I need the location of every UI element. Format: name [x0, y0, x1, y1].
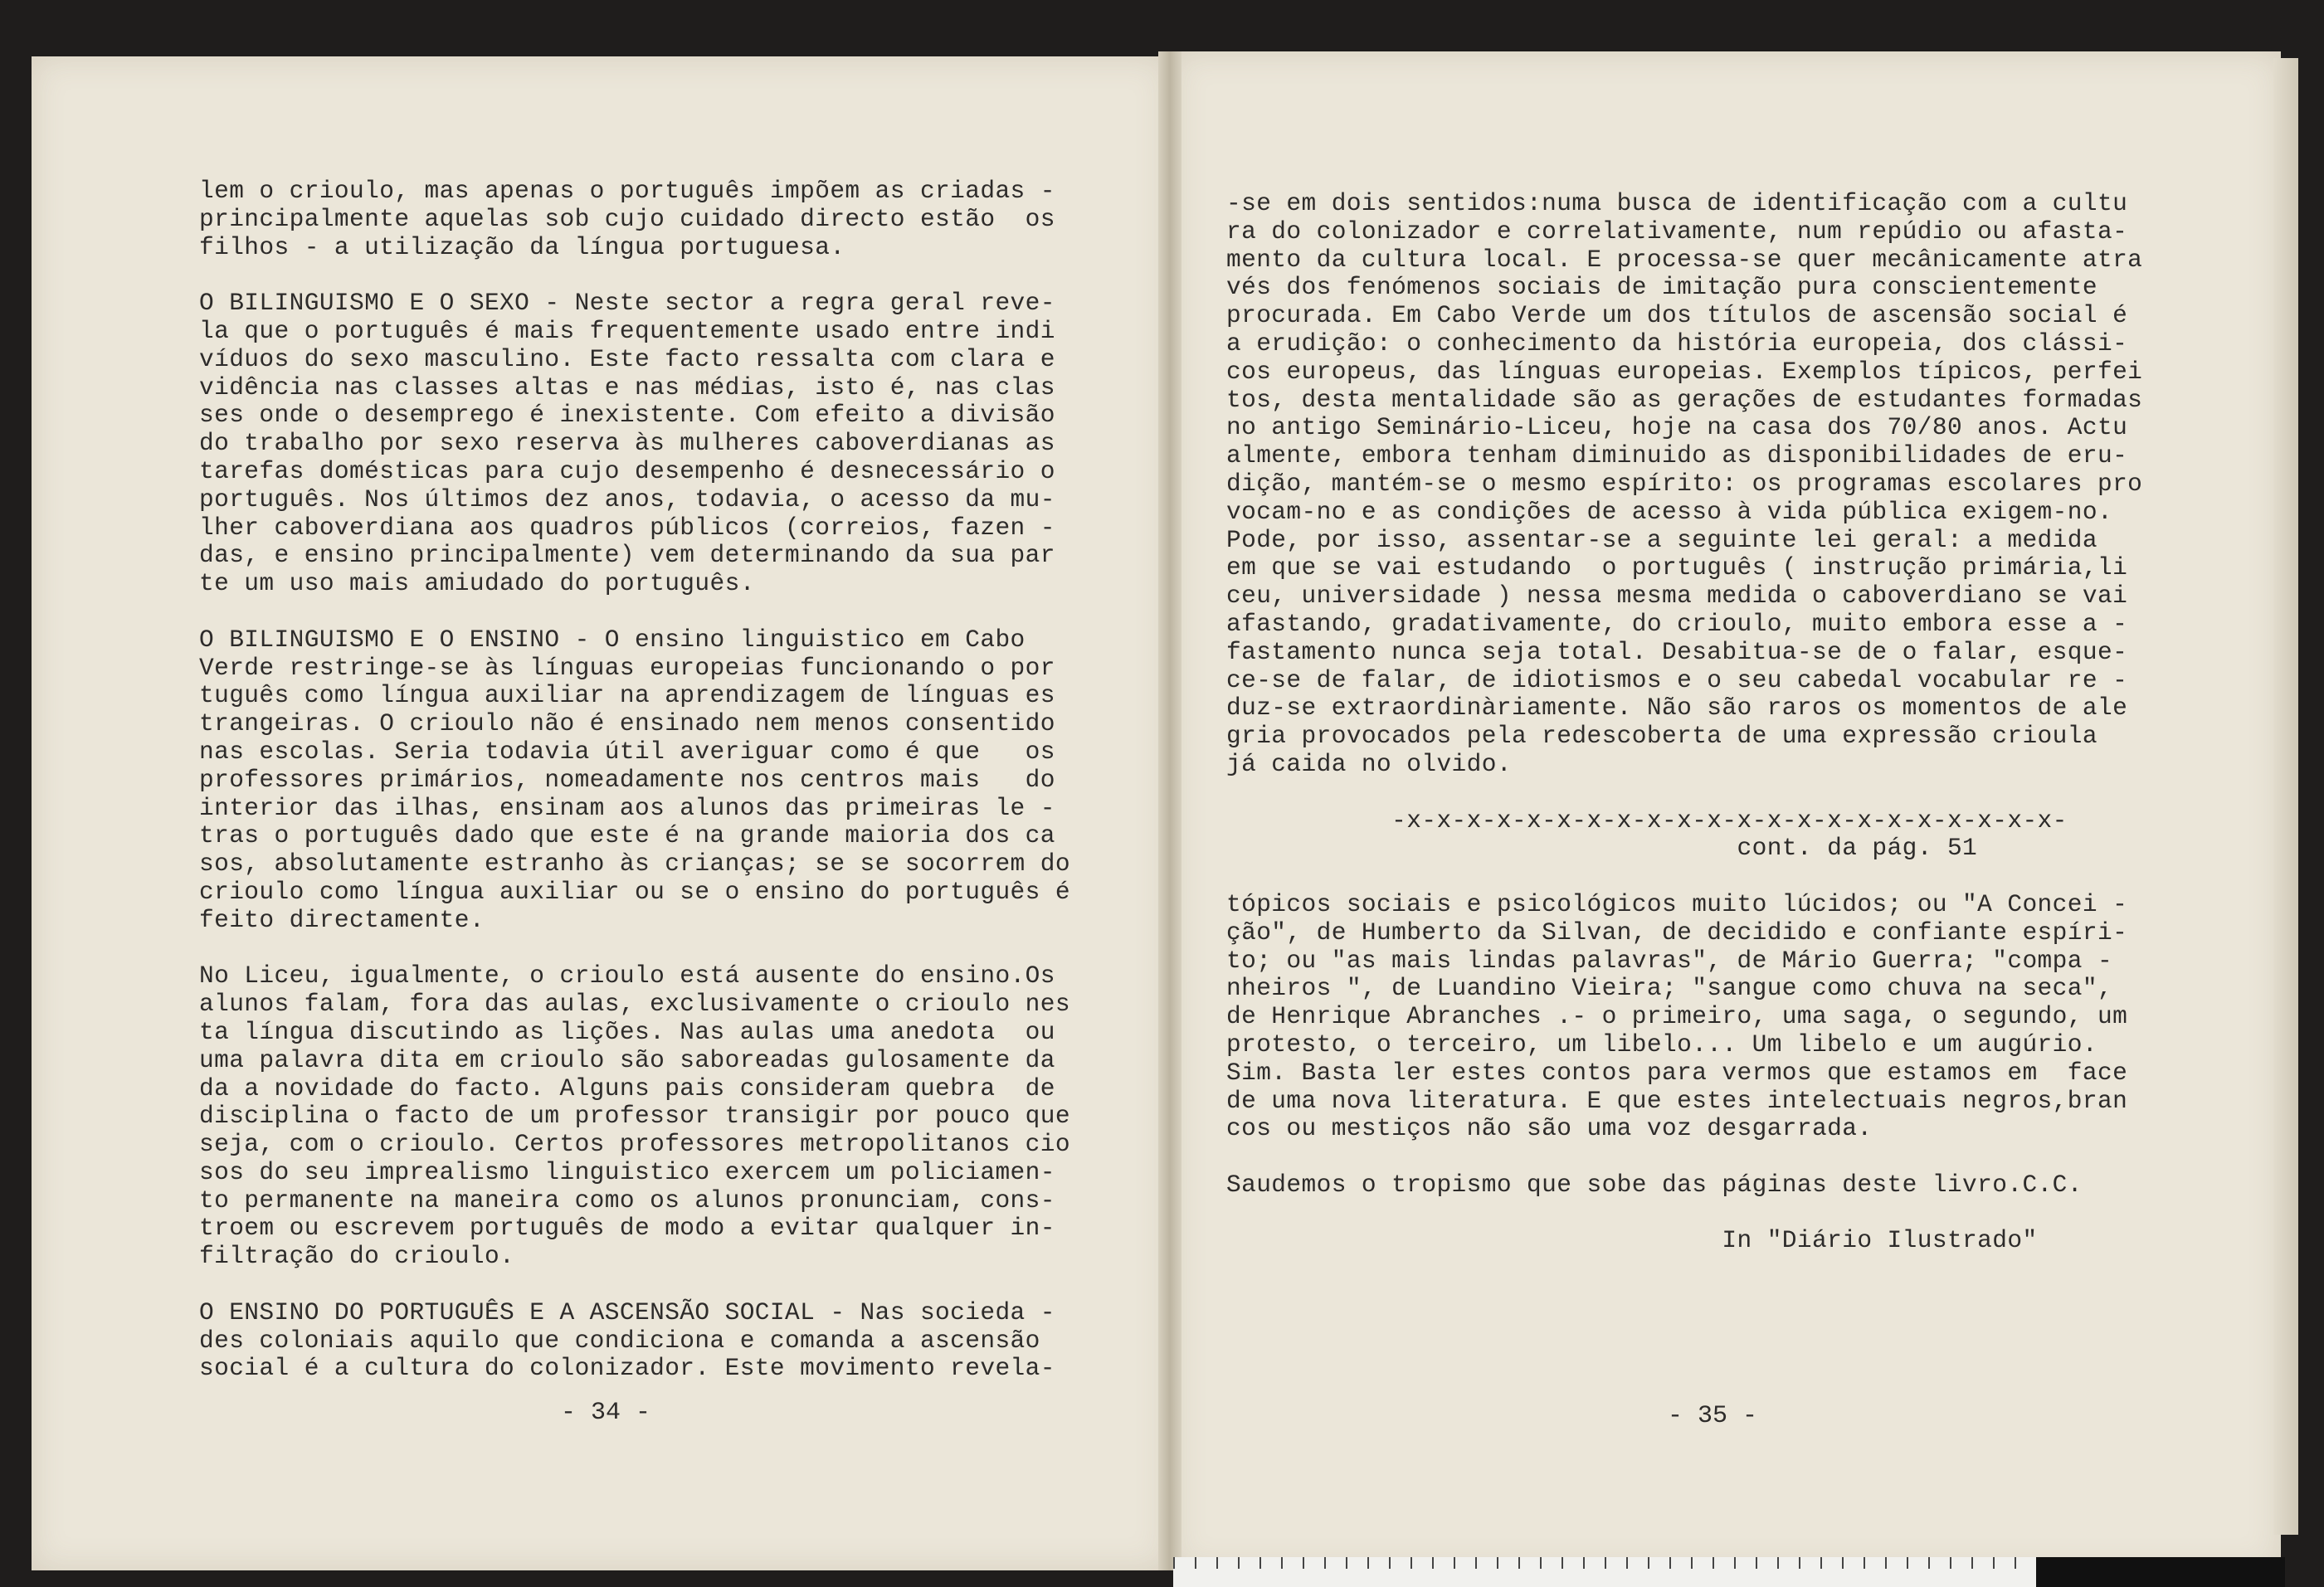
left_page-line [199, 1271, 1070, 1299]
left_page-line: professores primários, nomeadamente nos centros mais do [199, 765, 1055, 794]
left_page-line: seja, com o crioulo. Certos professores metropolitanos cio [199, 1130, 1070, 1159]
right_page-line: ce-se de falar, de idiotismos e o seu cabedal vocabular re - [1226, 665, 2128, 694]
right_page-line: protesto, o terceiro, um libelo... Um libelo e um augúrio. [1226, 1030, 2097, 1059]
measurement-ruler [1173, 1557, 2036, 1587]
right_page-line: a erudição: o conhecimento da história europeia, dos clássi- [1226, 329, 2128, 358]
page-edge [2273, 58, 2298, 1535]
right_page-line: afastando, gradativamente, do crioulo, muito embora esse a - [1226, 609, 2128, 638]
left_page-line: das, e ensino principalmente) vem determinando da sua par [199, 541, 1055, 570]
right_page-line: no antigo Seminário-Liceu, hoje na casa dos 70/80 anos. Actu [1226, 413, 2128, 442]
right_page-line: -x-x-x-x-x-x-x-x-x-x-x-x-x-x-x-x-x-x-x-x-x-x- [1226, 806, 2068, 835]
right_page-line: nheiros ", de Luandino Vieira; "sangue como chuva na seca", [1226, 974, 2113, 1003]
left_page-line: des coloniais aquilo que condiciona e comanda a ascensão [199, 1326, 1040, 1355]
left_page-line: to permanente na maneira como os alunos pronunciam, cons- [199, 1185, 1055, 1215]
left_page-line: filhos - a utilização da língua portuguesa. [199, 232, 845, 261]
left_page-line [199, 598, 1070, 626]
right_page-line: tos, desta mentalidade são as gerações de estudantes formadas [1226, 385, 2143, 414]
left_page-line: disciplina o facto de um professor transigir por pouco que [199, 1102, 1070, 1131]
left_page-line: O BILINGUISMO E O SEXO - Neste sector a regra geral reve- [199, 289, 1055, 318]
right_page-line: cont. da pág. 51 [1226, 834, 1978, 863]
right_page-line: em que se vai estudando o português ( instrução primária,li [1226, 553, 2128, 582]
right_page-line: to; ou "as mais lindas palavras", de Mário Guerra; "compa - [1226, 946, 2113, 975]
right_page-line [1226, 863, 2142, 891]
right_page-line: Sim. Basta ler estes contos para vermos que estamos em face [1226, 1058, 2128, 1087]
left_page-line: sos, absolutamente estranho às crianças; se se socorrem do [199, 849, 1070, 879]
left_page-line: tras o português dado que este é na grande maioria dos ca [199, 821, 1055, 850]
left_page-line: da a novidade do facto. Alguns pais consideram quebra de [199, 1073, 1055, 1103]
left_page-line: Verde restringe-se às línguas europeias funcionando o por [199, 653, 1055, 682]
left_page-line: português. Nos últimos dez anos, todavia, o acesso da mu- [199, 484, 1055, 514]
right_page-line: In "Diário Ilustrado" [1226, 1226, 2038, 1255]
page-number-left: - 34 - [561, 1399, 651, 1427]
left_page-line: vidência nas classes altas e nas médias, isto é, nas clas [199, 372, 1055, 402]
left_page-line: víduos do sexo masculino. Este facto ressalta com clara e [199, 344, 1055, 373]
right_page-line: Pode, por isso, assentar-se a seguinte lei geral: a medida [1226, 525, 2097, 554]
left_page-line: lher caboverdiana aos quadros públicos (correios, fazen - [199, 513, 1055, 542]
right_page-line: já caida no olvido. [1226, 749, 1512, 778]
left_page-line: troem ou escrevem português de modo a evitar qualquer in- [199, 1214, 1055, 1243]
left_page-line: No Liceu, igualmente, o crioulo está ausente do ensino.Os [199, 961, 1055, 991]
right_page-line: duz-se extraordinàriamente. Não são raros os momentos de ale [1226, 694, 2128, 723]
left_page-line: crioulo como língua auxiliar ou se o ensino do português é [199, 877, 1070, 906]
left_page-line [199, 261, 1070, 290]
left_page-line: tuguês como língua auxiliar na aprendizagem de línguas es [199, 681, 1055, 710]
left_page-line: tarefas domésticas para cujo desempenho é desnecessário o [199, 456, 1055, 485]
right_page-line: ra do colonizador e correlativamente, num repúdio ou afasta- [1226, 217, 2128, 246]
ruler-end [2036, 1557, 2285, 1587]
right_page-line: cos europeus, das línguas europeias. Exemplos típicos, perfei [1226, 357, 2143, 386]
right_page-line: dição, mantém-se o mesmo espírito: os programas escolares pro [1226, 469, 2143, 498]
right_page-line: ceu, universidade ) nessa mesma medida o caboverdiano se vai [1226, 582, 2128, 611]
book-gutter [1158, 51, 1181, 1570]
left_page-line: trangeiras. O crioulo não é ensinado nem menos consentido [199, 709, 1055, 738]
left_page-line: ses onde o desemprego é inexistente. Com efeito a divisão [199, 401, 1055, 430]
page-number-right: - 35 - [1668, 1402, 1758, 1430]
left_page-line: sos do seu imprealismo linguistico exercem um policiamen- [199, 1157, 1055, 1186]
left_page-line: alunos falam, fora das aulas, exclusivamente o crioulo nes [199, 990, 1070, 1019]
left_page-line: do trabalho por sexo reserva às mulheres caboverdianas as [199, 429, 1055, 458]
left_page-line: interior das ilhas, ensinam aos alunos das primeiras le - [199, 793, 1055, 822]
right_page-line: ção", de Humberto da Silvan, de decidido e confiante espíri- [1226, 918, 2128, 947]
right_page-line: tópicos sociais e psicológicos muito lúcidos; ou "A Concei - [1226, 889, 2128, 918]
right-page-text [1226, 190, 2142, 1255]
right_page-line: procurada. Em Cabo Verde um dos títulos de ascensão social é [1226, 301, 2128, 330]
left_page-line: lem o crioulo, mas apenas o português impõem as criadas - [199, 177, 1055, 205]
left_page-line: te um uso mais amiudado do português. [199, 569, 755, 598]
left_page-line: O BILINGUISMO E O ENSINO - O ensino linguistico em Cabo [199, 625, 1026, 654]
right_page-line [1226, 1200, 2142, 1228]
left_page-line: la que o português é mais frequentemente usado entre indi [199, 316, 1055, 345]
left_page-line: O ENSINO DO PORTUGUÊS E A ASCENSÃO SOCIAL - Nas socieda - [199, 1297, 1055, 1327]
left_page-line: nas escolas. Seria todavia útil averiguar como é que os [199, 737, 1055, 766]
right_page-line [1226, 1143, 2142, 1171]
left_page-line: filtração do crioulo. [199, 1242, 515, 1271]
right_page-line: Saudemos o tropismo que sobe das páginas deste livro.C.C. [1226, 1170, 2083, 1199]
right_page-line: almente, embora tenham diminuido as disponibilidades de eru- [1226, 441, 2128, 470]
left_page-line: principalmente aquelas sob cujo cuidado directo estão os [199, 204, 1055, 233]
right_page-line: vocam-no e as condições de acesso à vida pública exigem-no. [1226, 497, 2113, 526]
left-page-text [199, 178, 1070, 1383]
left_page-line: ta língua discutindo as lições. Nas aulas uma anedota ou [199, 1017, 1055, 1046]
left_page-line: feito directamente. [199, 905, 485, 934]
right_page-line: cos ou mestiços não são uma voz desgarrada. [1226, 1114, 1873, 1143]
right_page-line: mento da cultura local. E processa-se quer mecânicamente atra [1226, 245, 2143, 274]
left_page-line: social é a cultura do colonizador. Este movimento revela- [199, 1354, 1055, 1383]
right_page-line: gria provocados pela redescoberta de uma expressão crioula [1226, 722, 2097, 751]
right_page-line [1226, 779, 2142, 807]
left_page-line: uma palavra dita em crioulo são saboreadas gulosamente da [199, 1045, 1055, 1074]
right_page-line: vés dos fenómenos sociais de imitação pura conscientemente [1226, 273, 2097, 302]
right_page-line: -se em dois sentidos:numa busca de identificação com a cultu [1226, 189, 2128, 217]
right_page-line: fastamento nunca seja total. Desabitua-se de o falar, esque- [1226, 637, 2128, 666]
right_page-line: de Henrique Abranches .- o primeiro, uma saga, o segundo, um [1226, 1002, 2128, 1031]
right_page-line: de uma nova literatura. E que estes intelectuais negros,bran [1226, 1086, 2128, 1115]
left_page-line [199, 935, 1070, 963]
